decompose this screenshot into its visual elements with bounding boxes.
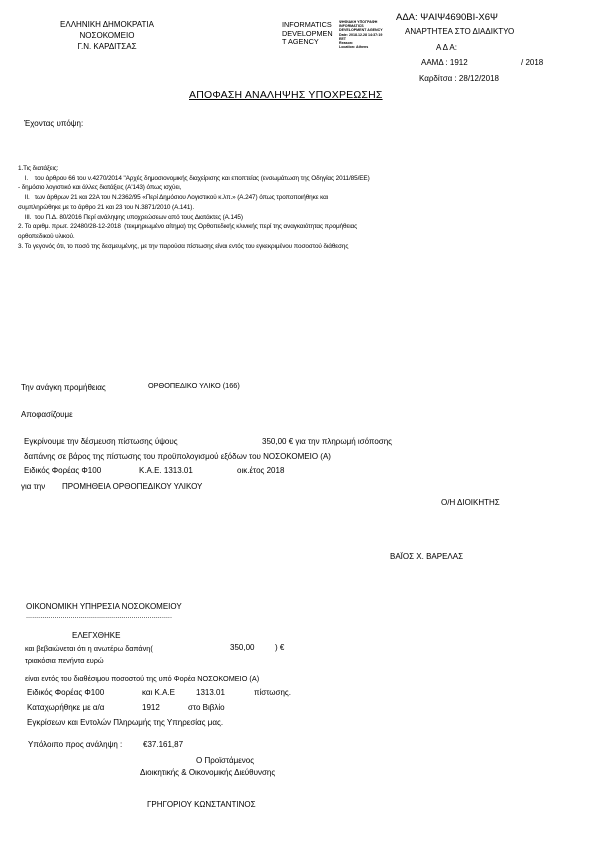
provision-line: ορθοπεδικού υλικού.: [18, 232, 75, 240]
finance-body: Ειδικός Φορέας Φ100: [27, 688, 105, 697]
finance-service: ΟΙΚΟΝΟΜΙΚΗ ΥΠΗΡΕΣΙΑ ΝΟΣΟΚΟΜΕΙΟΥ: [26, 602, 182, 611]
stamp-line-6: Reason:: [339, 41, 354, 46]
page-title: ΑΠΟΦΑΣΗ ΑΝΑΛΗΨΗΣ ΥΠΟΧΡΕΩΣΗΣ: [189, 89, 383, 101]
finance-checked: ΕΛΕΓΧΘΗΚΕ: [72, 631, 121, 640]
finance-words: τριακόσια πενήντα ευρώ: [25, 656, 104, 665]
ada-code: ΑΔΑ: ΨΑΙΨ4690ΒΙ-Χ6Ψ: [396, 12, 498, 23]
stamp-line-4: Date: 2018.12.28 14:37:19: [339, 32, 383, 37]
finance-confirm-amount: 350,00: [230, 643, 255, 652]
logo-line-2: DEVELOPMEN: [282, 28, 333, 38]
ada-label: Α Δ Α:: [436, 43, 457, 52]
finance-reg-a: Καταχωρήθηκε με α/α: [27, 703, 105, 712]
finance-reg-b: στο Βιβλίο: [188, 703, 225, 712]
provision-line: 2. Το αριθμ. πρωτ. 22480/28-12-2018 (τεκμηριωμένο αίτημα) της Ορθοπεδικής κλινικής περί της αναγκαιότητας προμήθειας: [18, 223, 358, 231]
approval-line-4b: ΠΡΟΜΗΘΕΙΑ ΟΡΘΟΠΕΔΙΚΟΥ ΥΛΙΚΟΥ: [62, 482, 203, 491]
decide-label: Αποφασίζουμε: [21, 410, 73, 419]
finance-confirm-a: και βεβαιώνεται ότι η ανωτέρω δαπάνη(: [25, 644, 153, 653]
header-republic: ΕΛΛΗΝΙΚΗ ΔΗΜΟΚΡΑΤΙΑ: [60, 20, 154, 29]
remaining-label: Υπόλοιπο προς ανάληψη :: [28, 740, 123, 749]
provision-line: συμπληρώθηκε με το άρθρο 21 και 23 του Ν.3871/2010 (Α.141).: [18, 203, 194, 211]
board-label: Ο/Η ΔΙΟΙΚΗΤΗΣ: [441, 498, 500, 507]
head-dept: Διοικητικής & Οικονομικής Διεύθυνσης: [140, 768, 276, 777]
stamp-line-7: Location: Athens: [339, 45, 369, 50]
approval-line-3a: Ειδικός Φορέας Φ100: [24, 466, 102, 475]
place-date: Καρδίτσα : 28/12/2018: [419, 74, 499, 83]
finance-book: Εγκρίσεων και Εντολών Πληρωμής της Υπηρεσίας μας.: [27, 718, 224, 727]
approval-line-4a: για την: [21, 482, 46, 491]
aam-label: ΑΑΜΔ : 1912: [421, 58, 468, 67]
approval-line-3c: οικ.έτος 2018: [237, 466, 285, 475]
provision-line: I. του άρθρου 66 του ν.4270/2014 "Αρχές δημοσιονομικής διαχείρισης και εποπτείας (ενσωμάτωση της Οδηγίας 2011/85/ΕΕ): [18, 174, 370, 182]
head-title: Ο Προϊστάμενος: [196, 756, 255, 765]
approval-line-1a: Εγκρίνουμε την δέσμευση πίστωσης ύψους: [24, 437, 178, 446]
provision-line: 3. Το γεγονός ότι, το ποσό της δεσμευμένης, με την παρούσα πίστωσης είναι εντός του εγκεκριμένου ποσοστού διάθεσης: [18, 242, 349, 250]
provision-line: 1.Τις διατάξεις:: [18, 165, 59, 172]
signature-logo: [282, 21, 342, 47]
remaining-value: €37.161,87: [143, 740, 184, 749]
approval-line-3b: Κ.Α.Ε. 1313.01: [139, 466, 193, 475]
approval-line-2: δαπάνης σε βάρος της πίστωσης του προϋπολογισμού εξόδων του ΝΟΣΟΚΟΜΕΙΟ (Α): [24, 452, 331, 461]
provisions-block: [18, 164, 578, 251]
header-hospital: ΝΟΣΟΚΟΜΕΙΟ: [79, 31, 135, 40]
stamp-line-5: EET: [339, 36, 346, 41]
director-name: ΒΑΪΟΣ Χ. ΒΑΡΕΛΑΣ: [390, 552, 464, 561]
stamp-line-2: INFORMATICS: [339, 24, 364, 29]
finance-confirm-b: ) €: [275, 643, 285, 652]
finance-within: είναι εντός του διαθέσιμου ποσοστού της υπό Φορέα ΝΟΣΟΚΟΜΕΙΟ (Α): [25, 674, 260, 683]
finance-credit: πίστωσης.: [254, 688, 291, 697]
stamp-line-3: DEVELOPMENT AGENCY: [339, 28, 383, 33]
finance-dots: ........................................................................: [26, 611, 172, 620]
need-label: Την ανάγκη προμήθειας: [21, 383, 106, 392]
header-org: Γ.Ν. ΚΑΡΔΙΤΣΑΣ: [77, 42, 137, 51]
aam-year: / 2018: [521, 58, 544, 67]
stamp-line-1: ΨΗΦΙΑΚΗ ΥΠΟΓΡΑΦΗ: [339, 20, 378, 24]
provision-line: III. του Π.Δ. 80/2016 Περί ανάληψης υποχρεώσεων από τους Διατάκτες (Α.145): [18, 213, 243, 221]
finance-kae-a: και Κ.Α.Ε: [142, 688, 175, 697]
having-regard: Έχοντας υπόψη:: [24, 119, 84, 128]
provision-line: II. των άρθρων 21 και 22Α του Ν.2362/95 «Περί Δημόσιου Λογιστικού κ.λπ.» (Α.247) όπως τροποποιήθηκε και: [18, 194, 329, 202]
signature-stamp-text: [339, 20, 397, 49]
finance-kae-b: 1313.01: [196, 688, 225, 697]
need-value: ΟΡΘΟΠΕΔΙΚΟ ΥΛΙΚΟ (166): [148, 381, 240, 390]
head-name: ΓΡΗΓΟΡΙΟΥ ΚΩΝΣΤΑΝΤΙΝΟΣ: [147, 800, 256, 809]
finance-reg-num: 1912: [142, 703, 160, 712]
logo-line-1: INFORMATICS: [282, 20, 332, 29]
logo-line-3: T AGENCY: [282, 37, 319, 47]
internet-note: ΑΝΑΡΤΗΤΕΑ ΣΤΟ ΔΙΑΔΙΚΤΥΟ: [405, 27, 515, 36]
provision-line: - δημόσιο λογιστικό και άλλες διατάξεις (Α'143) όπως ισχύει,: [18, 184, 182, 192]
approval-line-1b: 350,00 € για την πληρωμή ισόποσης: [262, 437, 393, 446]
